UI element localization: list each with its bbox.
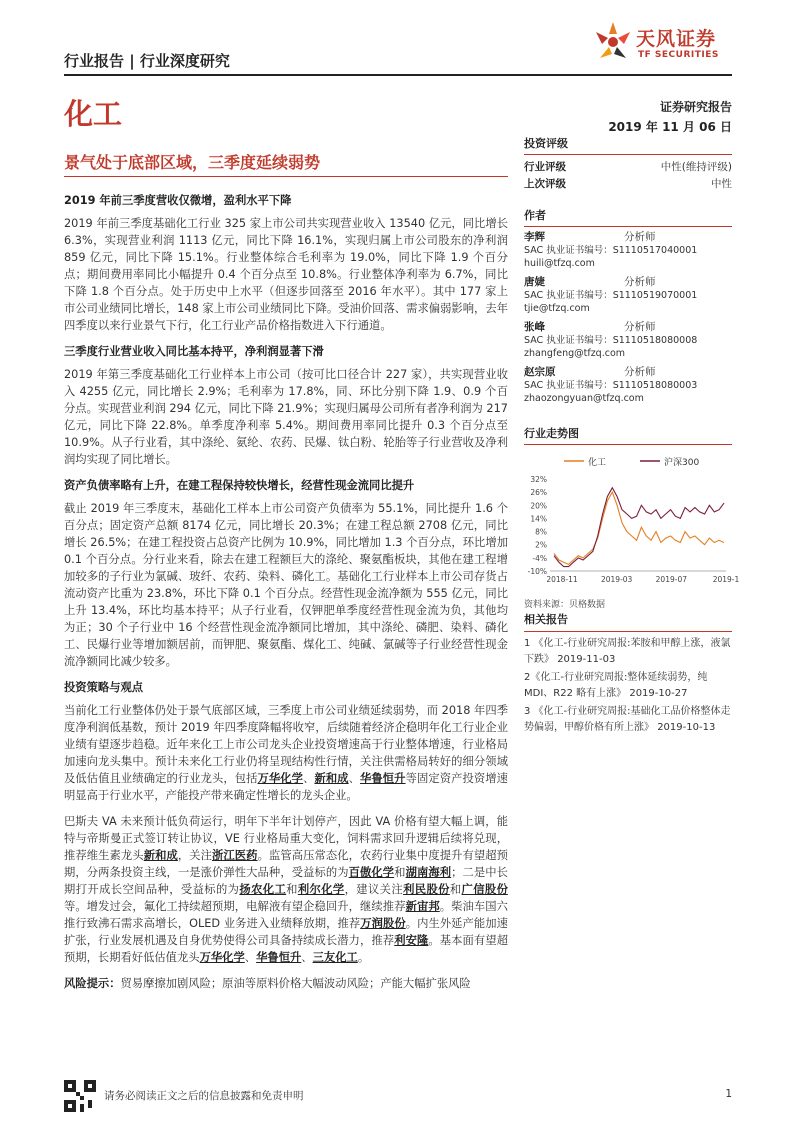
x-tick-label: 2019-07 [655,575,688,584]
author-entry [524,321,732,360]
x-tick-label: 2019-1 [712,575,740,584]
trend-chart [524,449,740,589]
related-report-item[interactable]: 1 《化工-行业研究周报:苯胺和甲醇上涨，液氯下跌》 2019-11-03 [524,638,731,665]
qr-code-icon [64,1080,96,1112]
author-entry [524,276,732,315]
industry-rating-row: 行业评级 中性(维持评级) [524,161,732,173]
author-email[interactable]: huili@tfzq.com [524,258,595,269]
author-name: 唐婕 [524,276,545,288]
series-line [554,488,724,567]
related-report-item[interactable]: 2《化工-行业研究周报:整体延续弱势，纯 MDI、R22 略有上涨》 2019-10-27 [524,672,708,699]
related-reports [524,612,732,738]
author-email[interactable]: tjie@tfzq.com [524,303,590,314]
sidebar [524,135,732,411]
y-tick-label: -10% [527,567,547,576]
author-cert: SAC 执业证书编号：S1110518080008 [524,335,698,346]
header-category: 行业报告 | 行业深度研究 [64,52,230,70]
author-role: 分析师 [624,276,656,288]
paragraph: 2019 年前三季度基础化工行业 325 家上市公司共实现营业收入 13540 亿元，同比增长 6.3%，实现营业利润 1113 亿元，同比下降 16.1%，实现归属上市公司股东的净利润 859 亿元，同比下降 15.1%。行业整体综合毛利率为 19.0%，同比下降 1.9 个百分点；期间费用率同比小幅提升 0.4 个百分点至 10.8%。行业整体净利率为 6.7%，同比下降 1.8 个百分点。处于历史中上水平（但逐步回落至 2016 年水平）。其中 177 家上市公司业绩同比增长，148 家上市公司业绩同比下降。受油价回落、需求偏弱影响，去年四季度以来行业景气下行，化工行业产品价格指数进入下行通道。 [64,217,508,332]
author-cert: SAC 执业证书编号：S1110517040001 [524,245,698,256]
author-cert: SAC 执业证书编号：S1110518080003 [524,380,698,391]
author-email[interactable]: zhangfeng@tfzq.com [524,348,626,359]
y-tick-label: -4% [532,553,547,563]
risk-note: 风险提示：贸易摩擦加剧风险；原油等原料价格大幅波动风险；产能大幅扩张风险 [64,977,471,990]
author-role: 分析师 [624,366,656,378]
author-name: 赵宗原 [524,366,556,378]
author-entry [524,231,732,270]
y-tick-label: 14% [530,514,547,524]
y-tick-label: 26% [530,488,547,498]
related-report-item[interactable]: 3 《化工-行业研究周报:基础化工品价格整体走势偏弱，甲醇价格有所上涨》 2019-10-13 [524,706,731,733]
chart-source: 资料来源：贝格数据 [524,600,606,610]
legend-label: 沪深300 [664,458,700,468]
strategy-paragraph-2: 巴斯夫 VA 未来预计低负荷运行，明年下半年计划停产，因此 VA 价格有望大幅上调，能特与帝斯曼正式签订转让协议，VE 行业格局重大变化，饲料需求回升逻辑后续将兑现，推荐维生素龙头新和成，关注浙江医药。监管高压常态化，农药行业集中度提升有望超预期，分两条投资主线，一是涨价弹性大品种，受益标的为百傲化学和湖南海利；二是中长期打开成长空间品种，受益标的为扬农化工和利尔化学，建议关注利民股份和广信股份等。增发过会，氟化工持续超预期，电解液有望企稳回升，继续推荐新宙邦。柴油车国六推行致沸石需求高增长，OLED 业务进入业绩释放期，推荐万润股份。内生外延产能加速扩张，行业发展机遇及自身优势使得公司具备持续成长潜力，推荐利安隆。基本面有望超预期，长期看好低估值龙头万华化学、华鲁恒升、三友化工。 [64,815,508,964]
paragraph: 截止 2019 年三季度末，基础化工样本上市公司资产负债率为 55.1%，同比提升 1.6 个百分点；固定资产总额 8174 亿元，同比增长 20.3%；在建工程总额 2708 亿元，同比增长 26.5%；在建工程投资占总资产比例为 10.9%，同比增加 1.3 个百分点，环比增加 0.1 个百分点。分行业来看，除去在建工程额巨大的涤纶、聚氨酯板块，其他在建工程增加较多的子行业为氯碱、玻纤、农药、染料、磷化工。基础化工行业样本上市公司存货占流动资产比重为 23.8%，环比下降 0.1 个百分点。经营性现金流净额为 555 亿元，同比上升 13.4%，环比均基本持平；从子行业看，仅钾肥单季度经营性现金流为负，其他均为正；30 个子行业中 16 个经营性现金流净额同比增加，其中涤纶、磷肥、染料、磷化工、民爆行业等增加额居前，而钾肥、聚氨酯、煤化工、纯碱、氯碱等子行业经营性现金流净额同比减少较多。 [64,502,508,668]
y-tick-label: 8% [535,527,547,537]
report-type: 证券研究报告 [659,100,732,114]
section-heading: 三季度行业营业收入同比基本持平，净利润显著下滑 [64,345,324,358]
strategy-paragraph-1: 当前化工行业整体仍处于景气底部区域，三季度上市公司业绩延续弱势，而 2018 年四季度净利润低基数，预计 2019 年四季度降幅将收窄，后续随着经济企稳明年化工行业企业业绩有望逐步趋稳。近年来化工上市公司龙头企业投资增速高于行业整体增速，行业格局加速向龙头集中。预计未来化工行业仍将呈现结构性行情，关注供需格局转好的细分领域及低估值且业绩确定的行业龙头，包括万华化学、新和成、华鲁恒升等固定资产投资增速明显高于行业水平，产能投产带来确定性增长的龙头企业。 [64,704,508,802]
author-role: 分析师 [624,321,656,333]
author-email[interactable]: zhaozongyuan@tfzq.com [524,393,644,404]
trend-chart-section [524,425,740,610]
section-heading: 资产负债率略有上升，在建工程保持较快增长，经营性现金流同比提升 [64,479,415,492]
author-cert: SAC 执业证书编号：S1110519070001 [524,290,698,301]
trend-heading: 行业走势图 [524,425,732,445]
x-tick-label: 2018-11 [546,575,578,584]
legend-label: 化工 [588,458,607,468]
series-line [554,492,724,564]
y-tick-label: 32% [530,475,547,484]
author-entry [524,366,732,405]
logo-subtext: TF SECURITIES [638,50,719,60]
sector-title: 化工 [64,97,123,131]
y-tick-label: 2% [535,540,547,550]
y-tick-label: 20% [530,501,547,511]
footer-disclaimer: 请务必阅读正文之后的信息披露和免责申明 [104,1090,304,1102]
header-divider [64,74,732,76]
section-heading: 2019 年前三季度营收仅微增，盈利水平下降 [64,194,292,207]
page-number: 1 [725,1088,732,1100]
author-name: 李辉 [524,231,545,243]
author-name: 张峰 [524,321,545,333]
strategy-heading: 投资策略与观点 [64,681,144,694]
main-content [64,190,508,1001]
related-heading: 相关报告 [524,612,732,632]
prev-rating-row: 上次评级 中性 [524,178,732,190]
title-divider [64,176,508,177]
x-tick-label: 2019-03 [600,575,633,584]
rating-heading: 投资评级 [524,135,732,155]
paragraph: 2019 年第三季度基础化工行业样本上市公司（按可比口径合计 227 家），共实现营业收入 4255 亿元，同比增长 2.9%；毛利率为 17.8%，同、环比分别下降 1.9、0.9 个百分点。实现营业利润 294 亿元，同比下降 21.9%；实现归属母公司所有者净利润为 217 亿元，同比下降 22.8%。单季度净利率 5.4%。期间费用率同比提升 0.3 个百分点至 10.9%。从子行业看，其中涤纶、氨纶、农药、民爆、钛白粉、轮胎等子行业营收及净利润均实现了同比增长。 [64,368,508,466]
report-title: 景气处于底部区域，三季度延续弱势 [64,153,321,172]
logo-text: 天风证券 [636,28,717,50]
author-role: 分析师 [624,231,656,243]
logo-icon [592,20,634,64]
authors-heading: 作者 [524,207,732,227]
report-date: 2019 年 11 月 06 日 [608,120,732,134]
